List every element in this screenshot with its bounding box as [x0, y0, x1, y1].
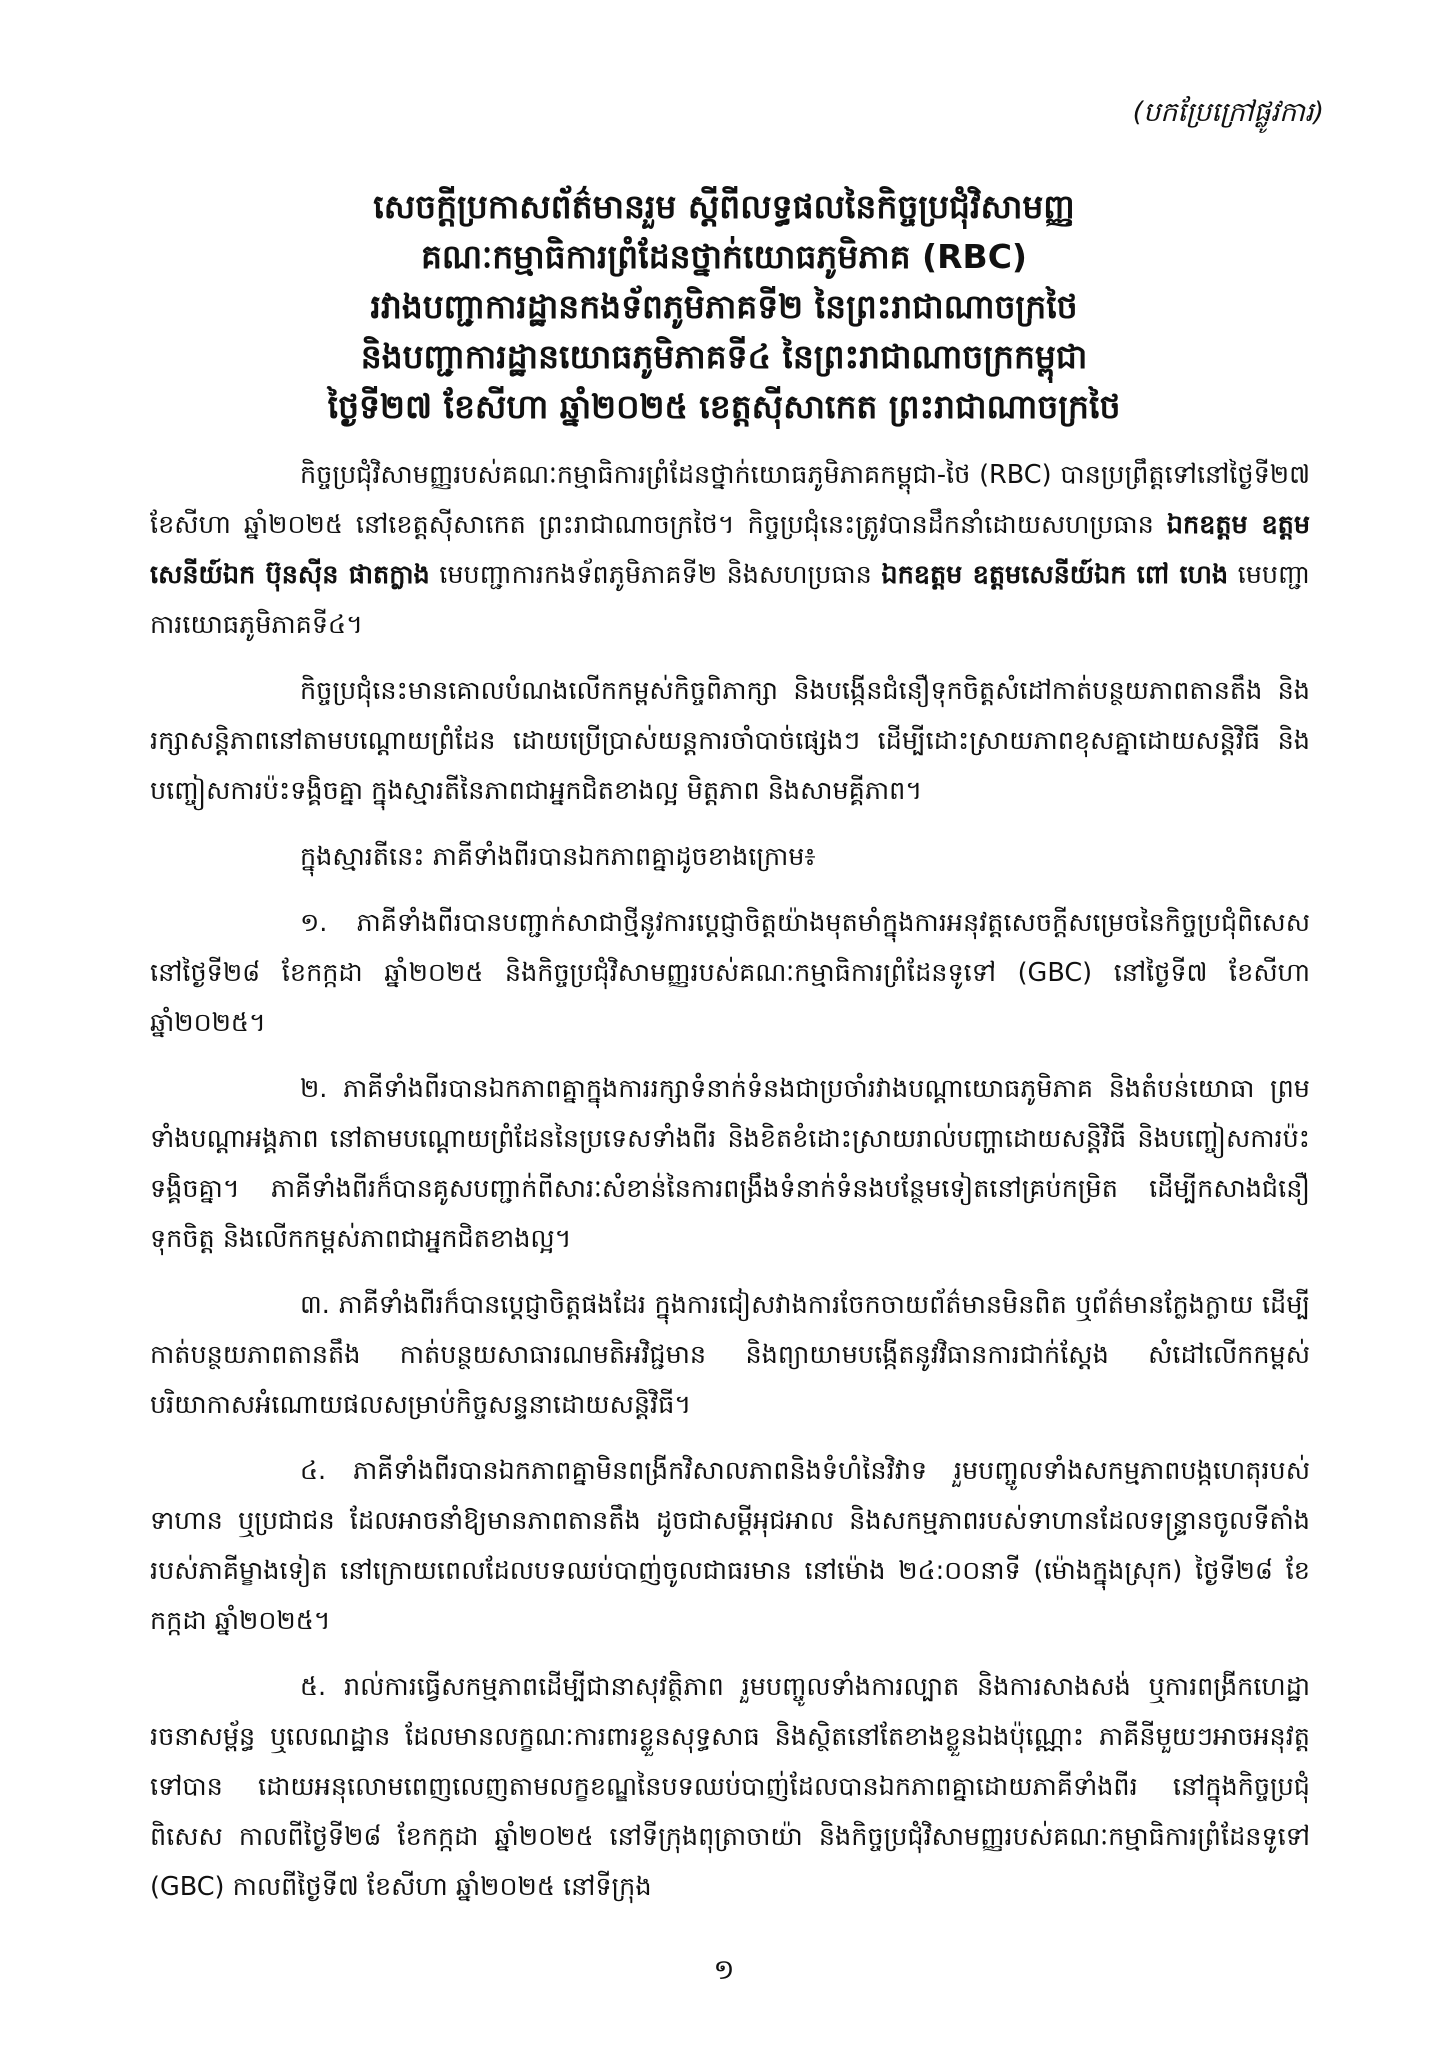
title-line-3: រវាងបញ្ជាការដ្ឋានកងទ័ពភូមិភាគទី២ នៃព្រះរាជាណាចក្រថៃ [370, 287, 1078, 326]
agreement-item-4: ៤. ភាគីទាំងពីរបានឯកភាពគ្នាមិនពង្រីកវិសាលភាពនិងទំហំនៃវិវាទ រួមបញ្ចូលទាំងសកម្មភាពបង្កហេតុរបស់ទាហាន ឬប្រជាជន ដែលអាចនាំឱ្យមានភាពតានតឹង ដូចជាសម្តីអុជអាល និងសកម្មភាពរបស់ទាហានដែលទន្ទ្រានចូលទីតាំងរបស់ភាគីម្ខាងទៀត នៅក្រោយពេលដែលបទឈប់បាញ់ចូលជាធរមាន នៅម៉ោង ២៤:០០នាទី (ម៉ោងក្នុងស្រុក) ថ្ងៃទី២៨ ខែកក្កដា ឆ្នាំ២០២៥។ [150, 1456, 1310, 1636]
intro-text-a: កិច្ចប្រជុំវិសាមញ្ញរបស់គណៈកម្មាធិការព្រំដែនថ្នាក់យោធភូមិភាគកម្ពុជា-ថៃ (RBC) បានប្រព្រឹត្តទៅនៅថ្ងៃទី២៧ ខែសីហា ឆ្នាំ២០២៥ នៅខេត្តស៊ីសាកេត ព្រះរាជាណាចក្រថៃ។ កិច្ចប្រជុំនេះត្រូវបានដឹកនាំដោយសហប្រធាន [150, 460, 1310, 540]
title-line-2: គណៈកម្មាធិការព្រំដែនថ្នាក់យោធភូមិភាគ (RBC) [420, 237, 1028, 276]
agreement-item-2: ២. ភាគីទាំងពីរបានឯកភាពគ្នាក្នុងការរក្សាទំនាក់ទំនងជាប្រចាំរវាងបណ្តាយោធភូមិភាគ និងតំបន់យោធា ព្រមទាំងបណ្តាអង្គភាព នៅតាមបណ្តោយព្រំដែននៃប្រទេសទាំងពីរ និងខិតខំដោះស្រាយរាល់បញ្ហាដោយសន្តិវិធី និងបញ្ចៀសការប៉ះទង្គិចគ្នា។ ភាគីទាំងពីរក៏បានគូសបញ្ជាក់ពីសារៈសំខាន់នៃការពង្រឹងទំនាក់ទំនងបន្ថែមទៀតនៅគ្រប់កម្រិត ដើម្បីកសាងជំនឿទុកចិត្ត និងលើកកម្ពស់ភាពជាអ្នកជិតខាងល្អ។ [150, 1074, 1310, 1254]
page-number: ១ [713, 1953, 735, 1986]
agreement-item-5: ៥. រាល់ការធ្វើសកម្មភាពដើម្បីជានាសុវត្ថិភាព រួមបញ្ចូលទាំងការល្បាត និងការសាងសង់ ឬការពង្រីកហេដ្ឋារចនាសម្ព័ន្ធ ឬលេណដ្ឋាន ដែលមានលក្ខណៈការពារខ្លួនសុទ្ធសាធ និងស្ថិតនៅតែខាងខ្លួនឯងប៉ុណ្ណោះ ភាគីនីមួយៗអាចអនុវត្តទៅបាន ដោយអនុលោមពេញលេញតាមលក្ខខណ្ឌនៃបទឈប់បាញ់ដែលបានឯកភាពគ្នាដោយភាគីទាំងពីរ នៅក្នុងកិច្ចប្រជុំពិសេស កាលពីថ្ងៃទី២៨ ខែកក្កដា ឆ្នាំ២០២៥ នៅទីក្រុងពុត្រាចាយ៉ា និងកិច្ចប្រជុំវិសាមញ្ញរបស់គណៈកម្មាធិការព្រំដែនទូទៅ (GBC) កាលពីថ្ងៃទី៧ ខែសីហា ឆ្នាំ២០២៥ នៅទីក្រុង [150, 1672, 1310, 1902]
purpose-paragraph: កិច្ចប្រជុំនេះមានគោលបំណងលើកកម្ពស់កិច្ចពិភាក្សា និងបង្កើនជំនឿទុកចិត្តសំដៅកាត់បន្ថយភាពតានតឹង និងរក្សាសន្តិភាពនៅតាមបណ្តោយព្រំដែន ដោយប្រើប្រាស់យន្តការចាំបាច់ផ្សេងៗ ដើម្បីដោះស្រាយភាពខុសគ្នាដោយសន្តិវិធី និងបញ្ចៀសការប៉ះទង្គិចគ្នា ក្នុងស្មារតីនៃភាពជាអ្នកជិតខាងល្អ មិត្តភាព និងសាមគ្គីភាព។ [150, 676, 1310, 806]
document-title [130, 182, 1318, 432]
title-line-5: ថ្ងៃទី២៧ ខែសីហា ឆ្នាំ២០២៥ ខេត្តស៊ីសាកេត ព្រះរាជាណាចក្រថៃ [327, 387, 1121, 426]
intro-text-e: មេបញ្ជាការយោធភូមិភាគទី៤។ [150, 560, 1310, 640]
agreement-item-3: ៣. ភាគីទាំងពីរក៏បានប្តេជ្ញាចិត្តផងដែរ ក្នុងការជៀសវាងការចែកចាយព័ត៌មានមិនពិត ឬព័ត៌មានក្លែងក្លាយ ដើម្បីកាត់បន្ថយភាពតានតឹង កាត់បន្ថយសាធារណមតិអវិជ្ជមាន និងព្យាយាមបង្កើតនូវវិធានការជាក់ស្តែង សំដៅលើកកម្ពស់បរិយាកាសអំណោយផលសម្រាប់កិច្ចសន្ទនាដោយសន្តិវិធី។ [150, 1290, 1310, 1420]
agreement-intro-paragraph: ក្នុងស្មារតីនេះ ភាគីទាំងពីរបានឯកភាពគ្នាដូចខាងក្រោម៖ [300, 842, 816, 872]
intro-paragraph [150, 450, 1310, 650]
intro-text-c: មេបញ្ជាការកងទ័ពភូមិភាគទី២ និងសហប្រធាន [429, 560, 882, 590]
co-chair-cambodia-name: ឯកឧត្តម ឧត្តមសេនីយ៍ឯក ពៅ ហេង [881, 560, 1229, 590]
agreement-item-1: ១. ភាគីទាំងពីរបានបញ្ជាក់សាជាថ្មីនូវការប្តេជ្ញាចិត្តយ៉ាងមុតមាំក្នុងការអនុវត្តសេចក្តីសម្រេចនៃកិច្ចប្រជុំពិសេស នៅថ្ងៃទី២៨ ខែកក្កដា ឆ្នាំ២០២៥ និងកិច្ចប្រជុំវិសាមញ្ញរបស់គណៈកម្មាធិការព្រំដែនទូទៅ (GBC) នៅថ្ងៃទី៧ ខែសីហា ឆ្នាំ២០២៥។ [150, 908, 1310, 1038]
title-line-1: សេចក្តីប្រកាសព័ត៌មានរួម ស្តីពីលទ្ធផលនៃកិច្ចប្រជុំវិសាមញ្ញ [373, 187, 1075, 226]
title-line-4: និងបញ្ជាការដ្ឋានយោធភូមិភាគទី៤ នៃព្រះរាជាណាចក្រកម្ពុជា [360, 337, 1088, 376]
translation-note: (បកប្រែក្រៅផ្លូវការ) [1132, 97, 1324, 128]
document-body [150, 450, 1310, 1928]
co-chair-thai-name: ឯកឧត្តម ឧត្តមសេនីយ៍ឯក ប៊ុនស៊ីន ផាតក្លាង [150, 510, 1311, 590]
